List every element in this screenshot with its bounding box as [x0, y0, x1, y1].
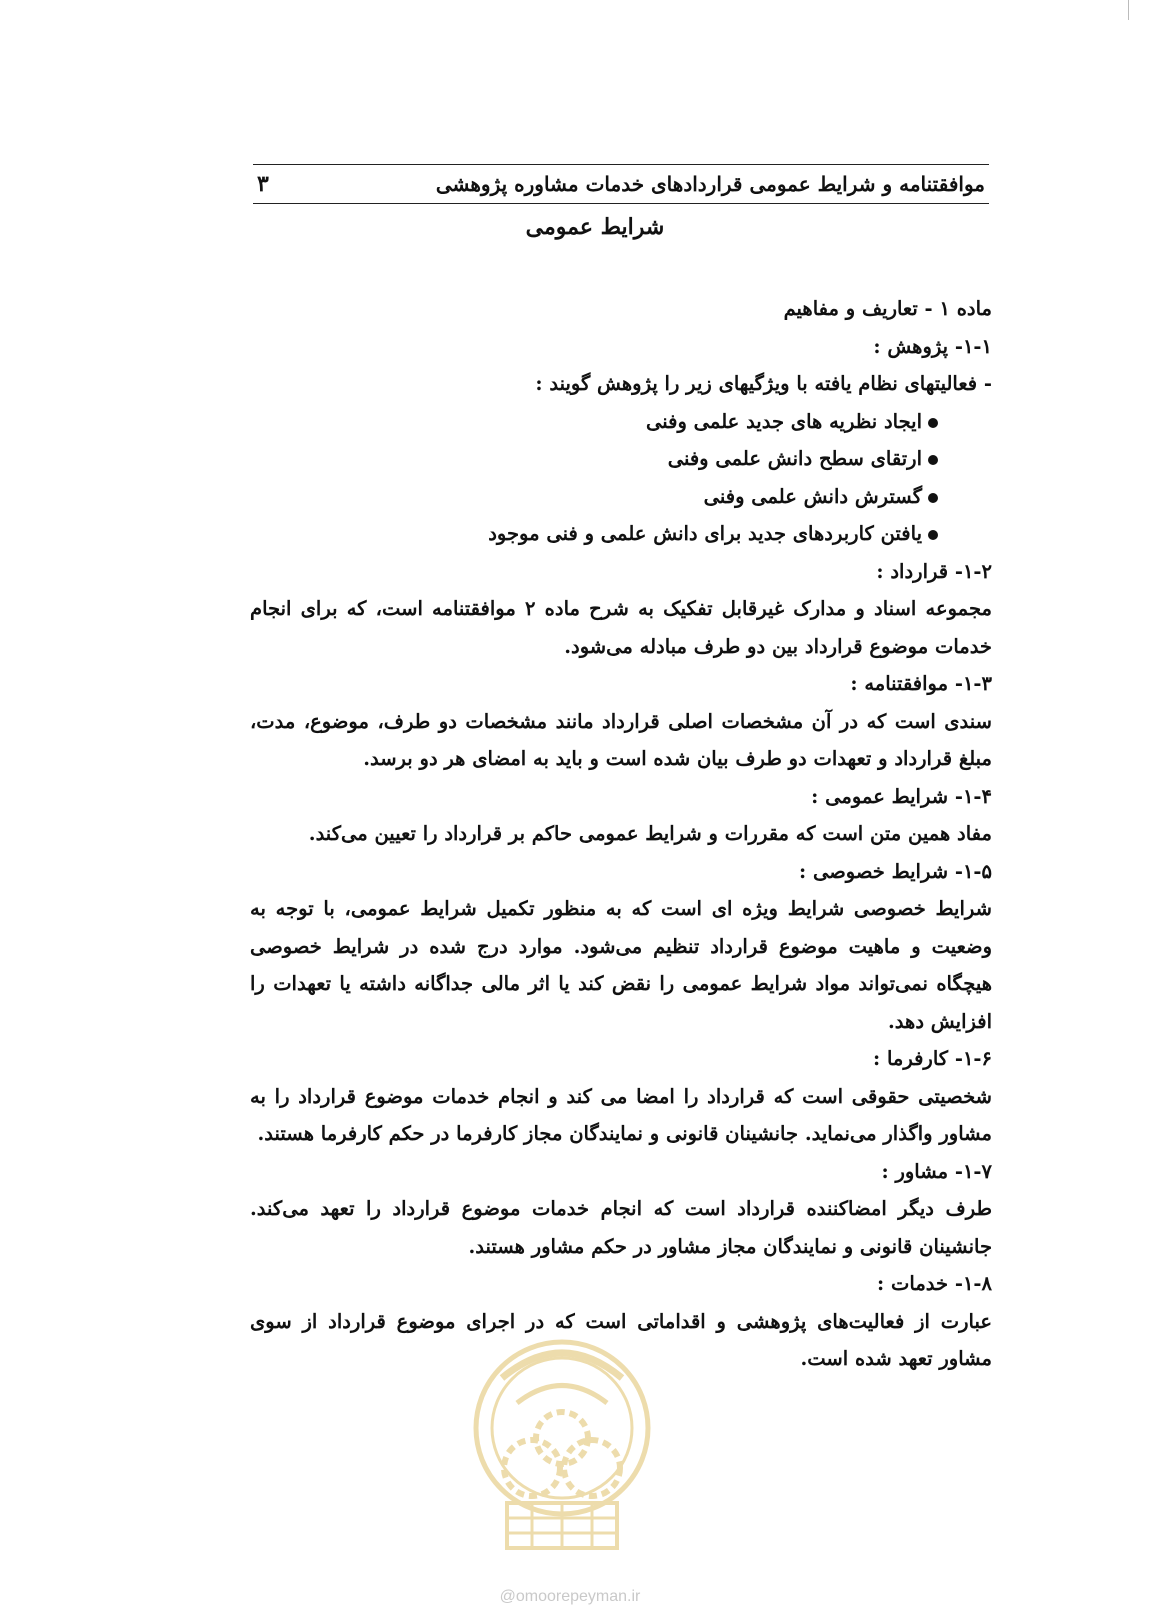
- definition-text-employer: شخصیتی حقوقی است که قرارداد را امضا می کند و انجام خدمات موضوع قرارداد را به مشاور واگذار می‌نماید. جانشینان قانونی و نمایندگان مجاز کارفرما در حکم کارفرما هستند.: [250, 1084, 992, 1145]
- page-number: ۳: [257, 171, 269, 197]
- scan-edge-mark: [1128, 0, 1129, 20]
- watermark-url: @omoorepeyman.ir: [499, 1588, 641, 1605]
- definition-text-contract: مجموعه اسناد و مدارک غیرقابل تفکیک به شرح ماده ۲ موافقتنامه است، که برای انجام خدمات موضوع قرارداد بین دو طرف مبادله می‌شود.: [250, 597, 992, 658]
- section-title-text: شرایط عمومی: [525, 214, 665, 240]
- running-title: موافقتنامه و شرایط عمومی قراردادهای خدمات مشاوره پژوهشی: [435, 172, 985, 196]
- definition-heading-employer: ۱-۶- کارفرما :: [872, 1047, 992, 1070]
- definition-text-consultant: طرف دیگر امضاکننده قرارداد است که انجام خدمات موضوع قرارداد را تعهد می‌کند. جانشینان قانونی و نمایندگان مجاز مشاور در حکم مشاور هستند.: [250, 1197, 992, 1258]
- definition-text-general-conditions: مفاد همین متن است که مقررات و شرایط عمومی حاکم بر قرارداد را تعیین می‌کند.: [308, 822, 992, 845]
- list-item: [250, 515, 992, 553]
- definition-text-special-conditions: شرایط خصوصی شرایط ویژه ای است که به منظور تکمیل شرایط عمومی، با توجه به وضعیت و ماهیت موضوع قرارداد تنظیم می‌شود. موارد درج شده در شرایط خصوصی هیچگاه نمی‌تواند مواد شرایط عمومی را نقض کند یا اثر مالی جداگانه داشته یا تعهدات را افزایش دهد.: [250, 897, 992, 1033]
- list-item: [250, 478, 992, 516]
- definition-heading-services: ۱-۸- خدمات :: [877, 1272, 992, 1295]
- section-title: [253, 214, 989, 240]
- list-item-text: یافتن کاربردهای جدید برای دانش علمی و فنی موجود: [488, 522, 922, 545]
- list-item-text: ایجاد نظریه های جدید علمی وفنی: [646, 409, 922, 433]
- definition-heading-contract: ۱-۲- قرارداد :: [876, 559, 992, 583]
- definition-text-agreement: سندی است که در آن مشخصات اصلی قرارداد مانند مشخصات دو طرف، موضوع، مدت، مبلغ قرارداد و تعهدات دو طرف بیان شده است و باید به امضای هر دو برسد.: [250, 709, 992, 770]
- definition-heading-research: ۱-۱- پژوهش :: [873, 334, 992, 358]
- bullet-icon: [928, 493, 938, 503]
- definition-heading-consultant: ۱-۷- مشاور :: [881, 1159, 992, 1183]
- research-features-list: [250, 403, 992, 553]
- running-header: [253, 164, 989, 204]
- bullet-icon: [928, 455, 938, 465]
- definition-text-services: عبارت از فعالیت‌های پژوهشی و اقداماتی است که در اجرای موضوع قرارداد از سوی مشاور تعهد شده است.: [250, 1309, 992, 1370]
- list-item: [250, 440, 992, 478]
- list-item: [250, 403, 992, 441]
- definition-heading-general-conditions: ۱-۴- شرایط عمومی :: [811, 784, 992, 808]
- article-title: ماده ۱ - تعاریف و مفاهیم: [783, 297, 992, 320]
- list-item-text: گسترش دانش علمی وفنی: [703, 484, 922, 508]
- definition-heading-special-conditions: ۱-۵- شرایط خصوصی :: [798, 859, 992, 883]
- definition-heading-agreement: ۱-۳- موافقتنامه :: [850, 672, 992, 695]
- definition-research-intro: - فعالیتهای نظام یافته با ویژگیهای زیر را پژوهش گویند :: [535, 372, 992, 395]
- list-item-text: ارتقای سطح دانش علمی وفنی: [667, 447, 922, 470]
- document-body: [250, 290, 992, 1378]
- bullet-icon: [928, 418, 938, 428]
- bullet-icon: [928, 530, 938, 540]
